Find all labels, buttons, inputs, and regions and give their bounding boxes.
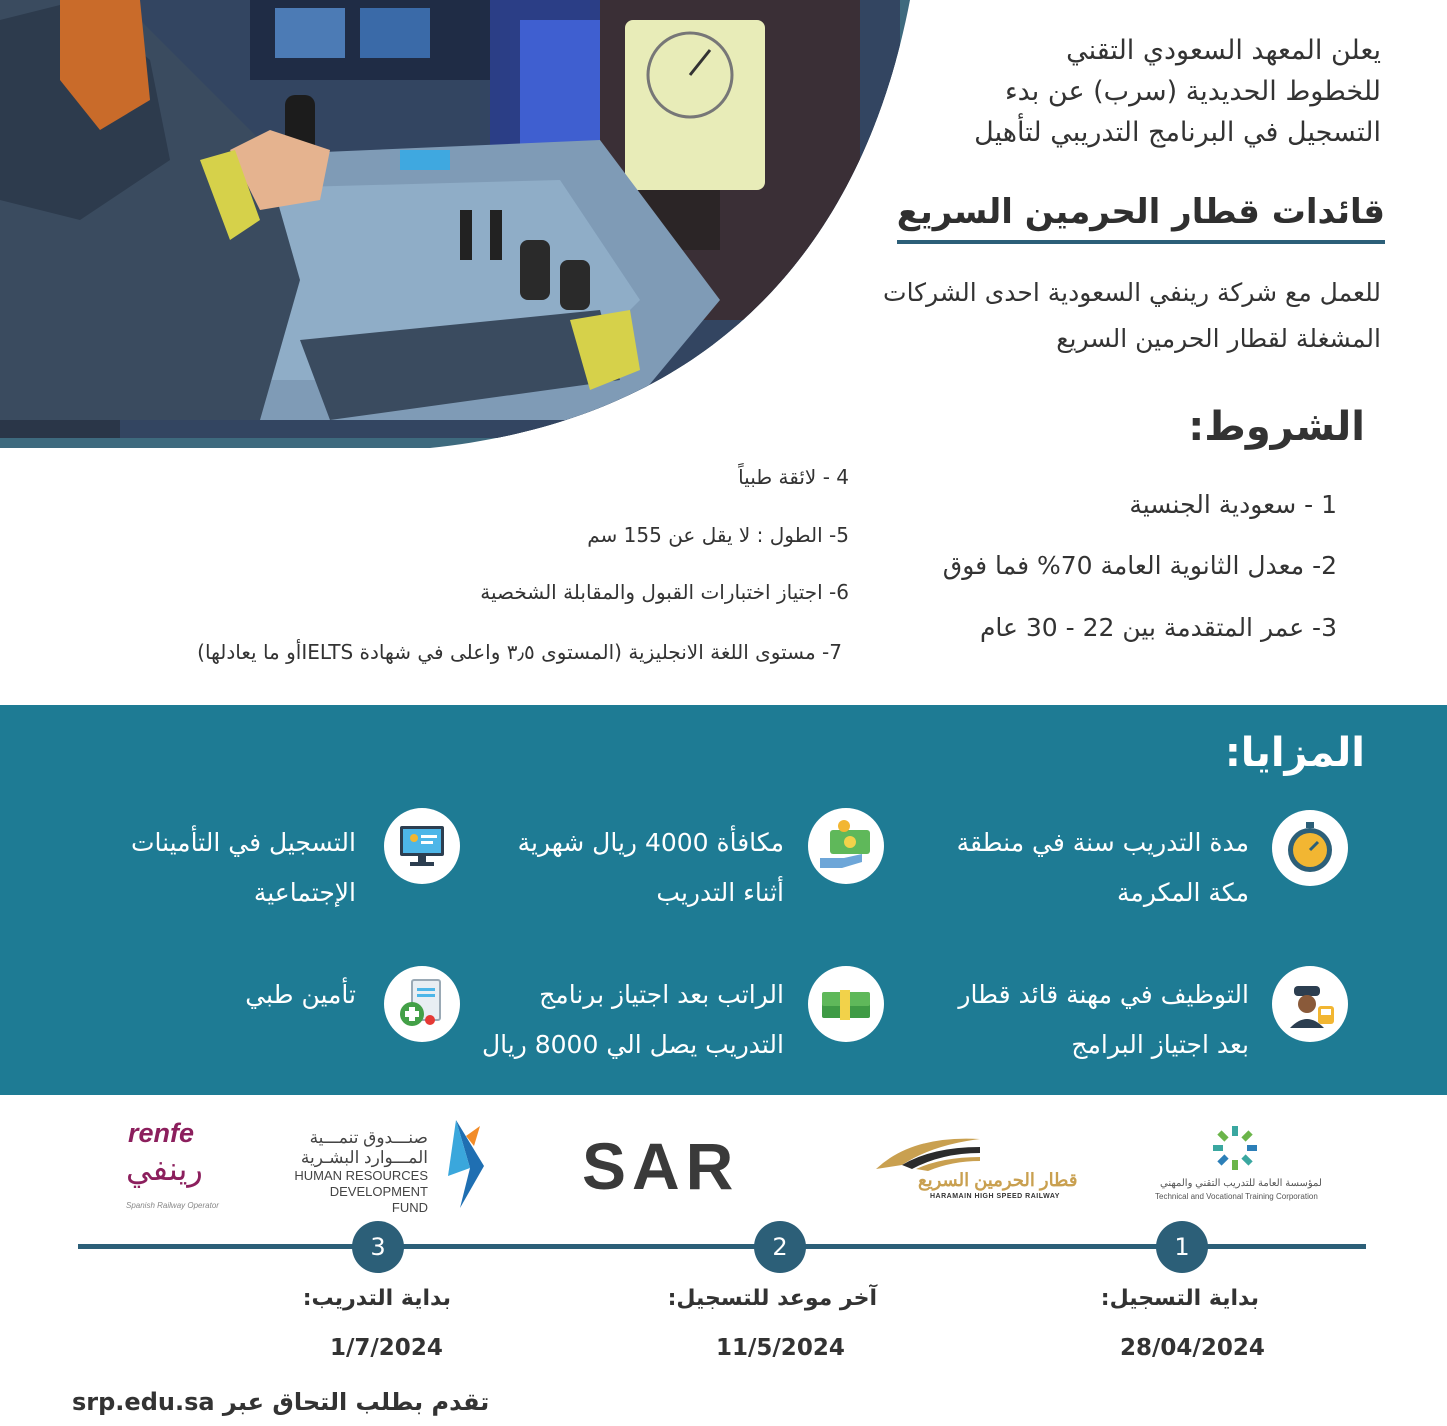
condition-item: 2- معدل الثانوية العامة 70% فما فوق: [942, 551, 1337, 580]
train-cab-photo: [0, 0, 910, 448]
timeline-date: 11/5/2024: [716, 1335, 845, 1361]
advantage-line: مكة المكرمة: [1117, 878, 1249, 907]
hrdf-en-line: HUMAN RESOURCES: [294, 1168, 428, 1183]
condition-item: 1 - سعودية الجنسية: [1129, 490, 1337, 519]
advantage-line: أثناء التدريب: [656, 878, 784, 907]
program-title: قائدات قطار الحرمين السريع: [897, 192, 1385, 244]
hrdf-ar-line: صنـــدوق تنمـــية: [309, 1128, 428, 1147]
intro-line-3: التسجيل في البرنامج التدريبي لتأهيل: [974, 117, 1381, 148]
cash-stack-icon: [808, 966, 884, 1042]
advantage-line: مدة التدريب سنة في منطقة: [956, 828, 1249, 857]
timeline-step-3: 3: [352, 1221, 404, 1273]
advantage-line: الإجتماعية: [253, 878, 356, 907]
condition-item: 5- الطول : لا يقل عن 155 سم: [587, 523, 849, 547]
condition-item: 4 - لائقة طبياً: [738, 465, 849, 489]
stopwatch-icon: [1272, 810, 1348, 886]
renfe-logo-arabic: رينفي: [126, 1151, 203, 1187]
tvtc-logo-text: لمؤسسة العامة للتدريب التقني والمهني: [1160, 1178, 1322, 1189]
advantage-line: التسجيل في التأمينات: [130, 828, 356, 857]
advantage-text: [957, 818, 1249, 918]
timeline-label: بداية التدريب:: [302, 1286, 451, 1311]
hrdf-en-line: DEVELOPMENT FUND: [329, 1184, 428, 1215]
advantage-line: تأمين طبي: [245, 980, 356, 1009]
subtitle-line-2: المشغلة لقطار الحرمين السريع: [1056, 324, 1381, 353]
advantage-text: [518, 818, 784, 918]
medical-insurance-icon: [384, 966, 460, 1042]
haramain-train-logo-icon: [872, 1125, 984, 1173]
timeline-date: 28/04/2024: [1120, 1335, 1265, 1361]
tvtc-logo-icon: [1210, 1120, 1260, 1176]
intro-line-1: يعلن المعهد السعودي التقني: [1066, 35, 1381, 66]
apply-link-text[interactable]: تقدم بطلب التحاق عبر srp.edu.sa: [72, 1388, 490, 1416]
tvtc-logo-subtext: Technical and Vocational Training Corporation: [1155, 1192, 1318, 1201]
advantage-text: [245, 970, 356, 1020]
advantage-line: بعد اجتياز البرامج: [1071, 1030, 1249, 1059]
advantages-heading: المزايا:: [1224, 730, 1365, 776]
advantage-text: [131, 818, 356, 918]
renfe-logo: renfe: [128, 1118, 195, 1148]
advantage-line: التوظيف في مهنة قائد قطار: [958, 980, 1249, 1009]
intro-line-2: للخطوط الحديدية (سرب) عن بدء: [1004, 76, 1381, 107]
train-driver-icon: [1272, 966, 1348, 1042]
hrdf-logo-text: [292, 1128, 428, 1168]
hrdf-logo-subtext: [292, 1168, 428, 1216]
conditions-heading: الشروط:: [1188, 404, 1365, 450]
timeline-date: 1/7/2024: [330, 1335, 443, 1361]
timeline-label: بداية التسجيل:: [1100, 1286, 1259, 1311]
advantage-line: مكافأة 4000 ريال شهرية: [517, 828, 784, 857]
condition-item: 3- عمر المتقدمة بين 22 - 30 عام: [979, 613, 1337, 642]
hrdf-logo-icon: [440, 1116, 488, 1210]
advantage-line: الراتب بعد اجتياز برنامج: [539, 980, 784, 1009]
haramain-logo-text: قطار الحرمين السريع: [918, 1170, 1078, 1190]
renfe-logo-tagline: Spanish Railway Operator: [126, 1201, 219, 1210]
subtitle-line-1: للعمل مع شركة رينفي السعودية احدى الشركات: [883, 278, 1381, 307]
sar-logo: SAR: [582, 1129, 740, 1203]
timeline-step-1: 1: [1156, 1221, 1208, 1273]
advantage-text: [482, 970, 784, 1070]
condition-item: 7- مستوى اللغة الانجليزية (المستوى ٣٫٥ واعلى في شهادة IELTSأو ما يعادلها): [197, 640, 842, 664]
computer-registration-icon: [384, 808, 460, 884]
money-hand-icon: [808, 808, 884, 884]
advantage-line: التدريب يصل الي 8000 ريال: [481, 1030, 784, 1059]
hrdf-ar-line: المـــوارد البشـرية: [300, 1148, 428, 1167]
program-subtitle: [741, 270, 1381, 362]
advantage-text: [958, 970, 1249, 1070]
timeline-label: آخر موعد للتسجيل:: [667, 1286, 877, 1311]
haramain-logo-subtext: HARAMAIN HIGH SPEED RAILWAY: [930, 1193, 1060, 1200]
condition-item: 6- اجتياز اختبارات القبول والمقابلة الشخصية: [480, 580, 849, 604]
timeline-step-2: 2: [754, 1221, 806, 1273]
intro-text: [821, 30, 1381, 153]
